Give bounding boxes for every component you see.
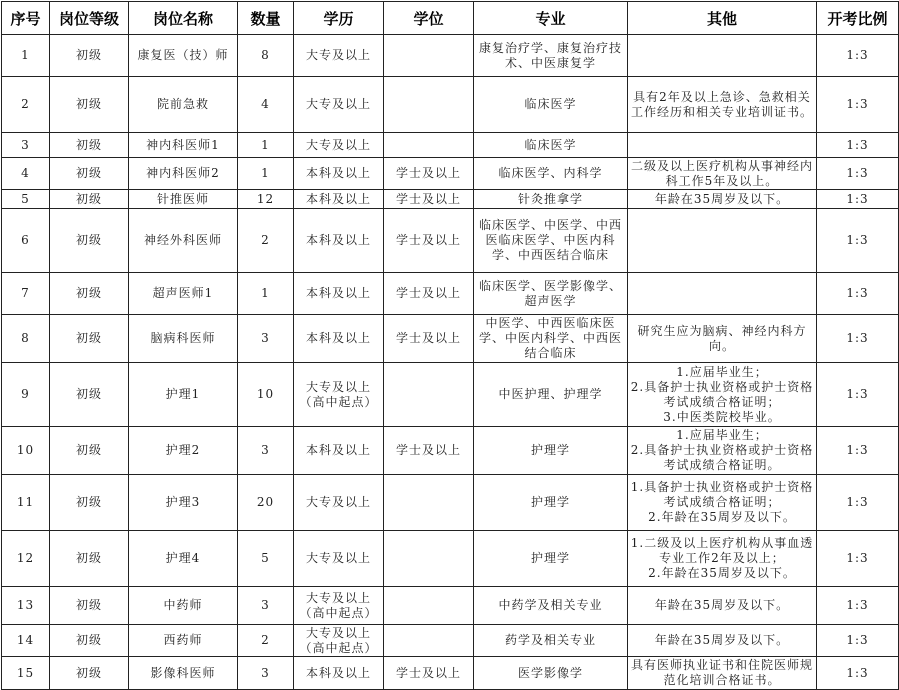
cell-education: 大专及以上 (294, 475, 384, 531)
cell-level: 初级 (50, 427, 129, 475)
header-major: 专业 (474, 2, 628, 35)
cell-other: 1.应届毕业生； 2.具备护士执业资格或护士资格考试成绩合格证明； 3.中医类院校毕业。 (628, 363, 817, 427)
table-row (2, 133, 899, 158)
cell-other (628, 35, 817, 77)
cell-education: 本科及以上 (294, 427, 384, 475)
cell-count: 2 (238, 209, 294, 273)
cell-count: 1 (238, 133, 294, 158)
cell-count: 1 (238, 273, 294, 315)
cell-ratio: 1:3 (817, 363, 899, 427)
cell-other: 年龄在35周岁及以下。 (628, 625, 817, 657)
cell-major: 临床医学、内科学 (474, 158, 628, 190)
cell-count: 20 (238, 475, 294, 531)
cell-count: 3 (238, 657, 294, 690)
cell-other (628, 133, 817, 158)
cell-education: 大专及以上 (294, 35, 384, 77)
cell-major: 中医护理、护理学 (474, 363, 628, 427)
cell-position-name: 护理3 (129, 475, 238, 531)
cell-ratio: 1:3 (817, 158, 899, 190)
cell-no: 3 (2, 133, 50, 158)
cell-other: 二级及以上医疗机构从事神经内科工作5年及以上。 (628, 158, 817, 190)
cell-level: 初级 (50, 657, 129, 690)
cell-no: 11 (2, 475, 50, 531)
cell-other: 年龄在35周岁及以下。 (628, 587, 817, 625)
cell-no: 5 (2, 190, 50, 209)
cell-degree: 学士及以上 (384, 158, 474, 190)
cell-degree: 学士及以上 (384, 209, 474, 273)
cell-other: 具有2年及以上急诊、急救相关工作经历和相关专业培训证书。 (628, 77, 817, 133)
table-row (2, 587, 899, 625)
cell-degree: 学士及以上 (384, 315, 474, 363)
cell-ratio: 1:3 (817, 35, 899, 77)
cell-other: 1.二级及以上医疗机构从事血透专业工作2年及以上； 2.年龄在35周岁及以下。 (628, 531, 817, 587)
cell-major: 临床医学、中医学、中西医临床医学、中医内科学、中西医结合临床 (474, 209, 628, 273)
cell-level: 初级 (50, 531, 129, 587)
cell-degree (384, 133, 474, 158)
cell-education: 大专及以上 (294, 531, 384, 587)
header-position-name: 岗位名称 (129, 2, 238, 35)
cell-position-name: 护理4 (129, 531, 238, 587)
cell-position-name: 神内科医师2 (129, 158, 238, 190)
table-body (2, 35, 899, 690)
cell-no: 4 (2, 158, 50, 190)
cell-degree: 学士及以上 (384, 427, 474, 475)
cell-major: 药学及相关专业 (474, 625, 628, 657)
cell-other (628, 273, 817, 315)
cell-ratio: 1:3 (817, 657, 899, 690)
table-row (2, 427, 899, 475)
cell-major: 临床医学、医学影像学、超声医学 (474, 273, 628, 315)
cell-other (628, 209, 817, 273)
header-ratio: 开考比例 (817, 2, 899, 35)
cell-major: 中医学、中西医临床医学、中医内科学、中西医结合临床 (474, 315, 628, 363)
cell-no: 9 (2, 363, 50, 427)
cell-position-name: 西药师 (129, 625, 238, 657)
cell-position-name: 护理2 (129, 427, 238, 475)
cell-level: 初级 (50, 273, 129, 315)
cell-level: 初级 (50, 475, 129, 531)
cell-count: 12 (238, 190, 294, 209)
header-level: 岗位等级 (50, 2, 129, 35)
cell-ratio: 1:3 (817, 209, 899, 273)
cell-education: 大专及以上 （高中起点） (294, 587, 384, 625)
table-row (2, 273, 899, 315)
cell-level: 初级 (50, 190, 129, 209)
cell-position-name: 院前急救 (129, 77, 238, 133)
cell-degree (384, 77, 474, 133)
cell-other: 年龄在35周岁及以下。 (628, 190, 817, 209)
cell-ratio: 1:3 (817, 273, 899, 315)
cell-position-name: 针推医师 (129, 190, 238, 209)
cell-ratio: 1:3 (817, 625, 899, 657)
cell-count: 5 (238, 531, 294, 587)
cell-degree: 学士及以上 (384, 190, 474, 209)
cell-other: 研究生应为脑病、神经内科方向。 (628, 315, 817, 363)
cell-no: 12 (2, 531, 50, 587)
cell-count: 3 (238, 587, 294, 625)
cell-other: 1.具备护士执业资格或护士资格考试成绩合格证明； 2.年龄在35周岁及以下。 (628, 475, 817, 531)
cell-no: 6 (2, 209, 50, 273)
cell-position-name: 脑病科医师 (129, 315, 238, 363)
cell-level: 初级 (50, 209, 129, 273)
cell-count: 10 (238, 363, 294, 427)
cell-major: 康复治疗学、康复治疗技术、中医康复学 (474, 35, 628, 77)
cell-ratio: 1:3 (817, 133, 899, 158)
cell-ratio: 1:3 (817, 190, 899, 209)
cell-major: 医学影像学 (474, 657, 628, 690)
cell-ratio: 1:3 (817, 427, 899, 475)
cell-level: 初级 (50, 363, 129, 427)
cell-count: 3 (238, 315, 294, 363)
cell-major: 临床医学 (474, 133, 628, 158)
recruitment-table (1, 1, 899, 690)
cell-degree: 学士及以上 (384, 273, 474, 315)
header-degree: 学位 (384, 2, 474, 35)
table-row (2, 315, 899, 363)
cell-position-name: 影像科医师 (129, 657, 238, 690)
header-education: 学历 (294, 2, 384, 35)
cell-education: 本科及以上 (294, 657, 384, 690)
cell-count: 8 (238, 35, 294, 77)
cell-position-name: 超声医师1 (129, 273, 238, 315)
cell-no: 2 (2, 77, 50, 133)
cell-level: 初级 (50, 77, 129, 133)
cell-level: 初级 (50, 587, 129, 625)
cell-no: 13 (2, 587, 50, 625)
cell-position-name: 康复医（技）师 (129, 35, 238, 77)
cell-no: 7 (2, 273, 50, 315)
cell-position-name: 中药师 (129, 587, 238, 625)
cell-education: 本科及以上 (294, 209, 384, 273)
table-row (2, 77, 899, 133)
cell-education: 本科及以上 (294, 190, 384, 209)
cell-count: 2 (238, 625, 294, 657)
table-row (2, 158, 899, 190)
cell-no: 1 (2, 35, 50, 77)
cell-education: 大专及以上 (294, 133, 384, 158)
cell-education: 大专及以上 （高中起点） (294, 363, 384, 427)
cell-education: 本科及以上 (294, 273, 384, 315)
cell-level: 初级 (50, 315, 129, 363)
cell-no: 15 (2, 657, 50, 690)
header-row (2, 2, 899, 35)
table-row (2, 209, 899, 273)
cell-level: 初级 (50, 158, 129, 190)
cell-position-name: 护理1 (129, 363, 238, 427)
cell-ratio: 1:3 (817, 531, 899, 587)
header-no: 序号 (2, 2, 50, 35)
header-other: 其他 (628, 2, 817, 35)
cell-major: 中药学及相关专业 (474, 587, 628, 625)
table-row (2, 625, 899, 657)
cell-major: 护理学 (474, 475, 628, 531)
cell-ratio: 1:3 (817, 475, 899, 531)
table-row (2, 531, 899, 587)
cell-position-name: 神内科医师1 (129, 133, 238, 158)
cell-major: 护理学 (474, 427, 628, 475)
cell-level: 初级 (50, 625, 129, 657)
cell-degree (384, 475, 474, 531)
cell-ratio: 1:3 (817, 587, 899, 625)
cell-degree (384, 531, 474, 587)
cell-major: 护理学 (474, 531, 628, 587)
table-row (2, 475, 899, 531)
cell-degree: 学士及以上 (384, 657, 474, 690)
cell-no: 8 (2, 315, 50, 363)
cell-level: 初级 (50, 133, 129, 158)
cell-major: 临床医学 (474, 77, 628, 133)
cell-degree (384, 587, 474, 625)
table-row (2, 190, 899, 209)
cell-degree (384, 363, 474, 427)
cell-degree (384, 625, 474, 657)
cell-count: 1 (238, 158, 294, 190)
cell-major: 针灸推拿学 (474, 190, 628, 209)
cell-position-name: 神经外科医师 (129, 209, 238, 273)
cell-education: 本科及以上 (294, 315, 384, 363)
table-row (2, 657, 899, 690)
header-count: 数量 (238, 2, 294, 35)
cell-no: 10 (2, 427, 50, 475)
cell-degree (384, 35, 474, 77)
cell-count: 3 (238, 427, 294, 475)
cell-other: 1.应届毕业生； 2.具备护士执业资格或护士资格考试成绩合格证明。 (628, 427, 817, 475)
cell-count: 4 (238, 77, 294, 133)
cell-no: 14 (2, 625, 50, 657)
cell-ratio: 1:3 (817, 315, 899, 363)
cell-ratio: 1:3 (817, 77, 899, 133)
cell-education: 大专及以上 （高中起点） (294, 625, 384, 657)
table-row (2, 363, 899, 427)
table-row (2, 35, 899, 77)
cell-other: 具有医师执业证书和住院医师规范化培训合格证书。 (628, 657, 817, 690)
cell-education: 本科及以上 (294, 158, 384, 190)
cell-education: 大专及以上 (294, 77, 384, 133)
cell-level: 初级 (50, 35, 129, 77)
